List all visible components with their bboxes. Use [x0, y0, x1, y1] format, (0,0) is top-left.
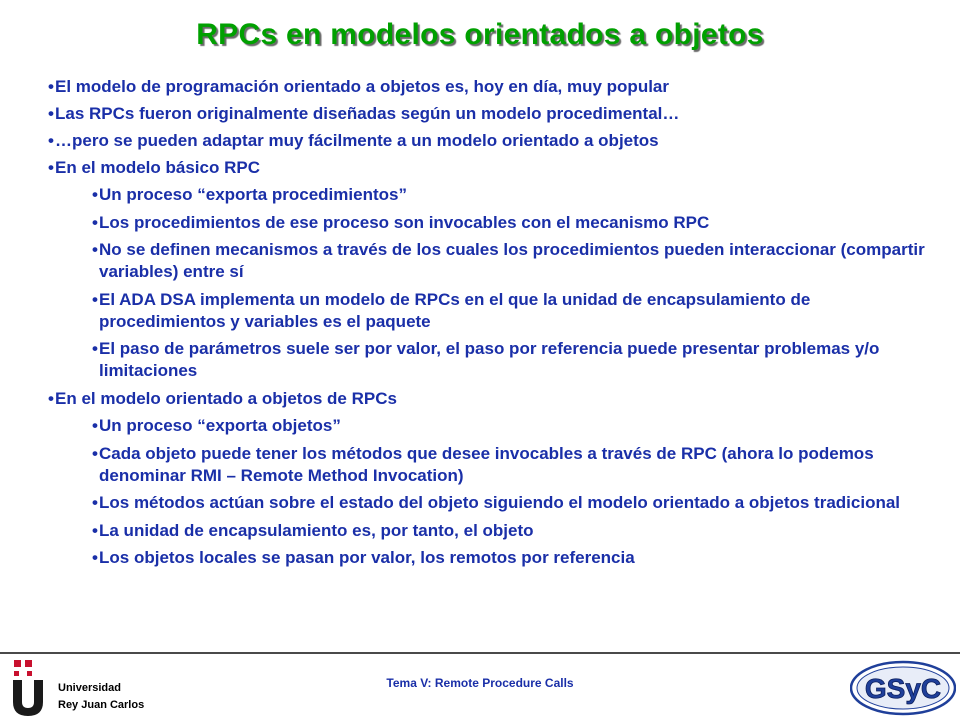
bullet-text: Las RPCs fueron originalmente diseñadas según un modelo procedimental…: [55, 104, 680, 123]
bullet-item: [48, 157, 928, 179]
sub-bullet-item: [92, 443, 928, 487]
bullet-marker: •: [48, 131, 54, 150]
university-name-line1: Universidad: [58, 682, 121, 694]
bullet-text: El modelo de programación orientado a objetos es, hoy en día, muy popular: [55, 77, 669, 96]
gsyc-logo-icon: [850, 660, 956, 716]
urjc-logo: [10, 658, 150, 718]
bullet-marker: •: [92, 212, 98, 232]
bullet-marker: •: [92, 339, 98, 359]
slide-title: RPCs en modelos orientados a objetos: [196, 18, 764, 51]
gsyc-logo-text: GSyC: [864, 673, 942, 704]
bullet-marker: •: [92, 548, 98, 568]
sub-bullet-item: [92, 492, 928, 514]
bullet-item: [48, 76, 928, 98]
bullet-marker: •: [92, 520, 98, 540]
bullet-item: [48, 388, 928, 410]
sub-bullet-item: [92, 415, 928, 437]
bullet-list: [48, 76, 928, 575]
sub-bullet-item: [92, 212, 928, 234]
bullet-text: En el modelo orientado a objetos de RPCs: [55, 388, 397, 408]
bullet-text: Un proceso “exporta procedimientos”: [99, 185, 407, 204]
bullet-text: El ADA DSA implementa un modelo de RPCs en el que la unidad de encapsulamiento de procedimientos y variables es el paquete: [99, 289, 811, 331]
bullet-marker: •: [92, 289, 98, 309]
bullet-marker: •: [92, 415, 98, 435]
sub-bullet-item: [92, 520, 928, 542]
bullet-text: Cada objeto puede tener los métodos que desee invocables a través de RPC (ahora lo podemos denominar RMI – Remote Method Invocation): [99, 443, 874, 485]
sub-bullet-item: [92, 239, 928, 283]
bullet-text: No se definen mecanismos a través de los cuales los procedimientos pueden interaccionar (compartir variables) entre sí: [99, 240, 925, 282]
bullet-marker: •: [92, 240, 98, 260]
bullet-text: …pero se pueden adaptar muy fácilmente a un modelo orientado a objetos: [55, 131, 659, 150]
footer-divider: [0, 652, 960, 654]
bullet-item: [48, 103, 928, 125]
bullet-text: El paso de parámetros suele ser por valor, el paso por referencia puede presentar problemas y/o limitaciones: [99, 339, 880, 381]
bullet-marker: •: [48, 104, 54, 123]
bullet-marker: •: [92, 443, 98, 463]
university-name-line2: Rey Juan Carlos: [58, 699, 145, 711]
bullet-marker: •: [48, 77, 54, 96]
bullet-text: En el modelo básico RPC: [55, 158, 260, 177]
footer-topic: Tema V: Remote Procedure Calls: [386, 676, 574, 690]
bullet-marker: •: [92, 493, 98, 513]
bullet-text: Los procedimientos de ese proceso son invocables con el mecanismo RPC: [99, 212, 710, 232]
bullet-marker: •: [92, 185, 98, 204]
bullet-item: [48, 130, 928, 152]
sub-bullet-item: [92, 547, 928, 569]
bullet-marker: •: [48, 388, 54, 408]
bullet-text: La unidad de encapsulamiento es, por tanto, el objeto: [99, 520, 534, 540]
gsyc-logo: [850, 660, 956, 716]
bullet-text: Los métodos actúan sobre el estado del objeto siguiendo el modelo orientado a objetos tradicional: [99, 493, 901, 513]
sub-bullet-item: [92, 184, 928, 206]
bullet-text: Los objetos locales se pasan por valor, los remotos por referencia: [99, 548, 635, 568]
sub-bullet-item: [92, 289, 928, 333]
urjc-emblem-icon: [10, 658, 50, 718]
bullet-marker: •: [48, 158, 54, 177]
sub-bullet-item: [92, 338, 928, 382]
bullet-text: Un proceso “exporta objetos”: [99, 415, 341, 435]
